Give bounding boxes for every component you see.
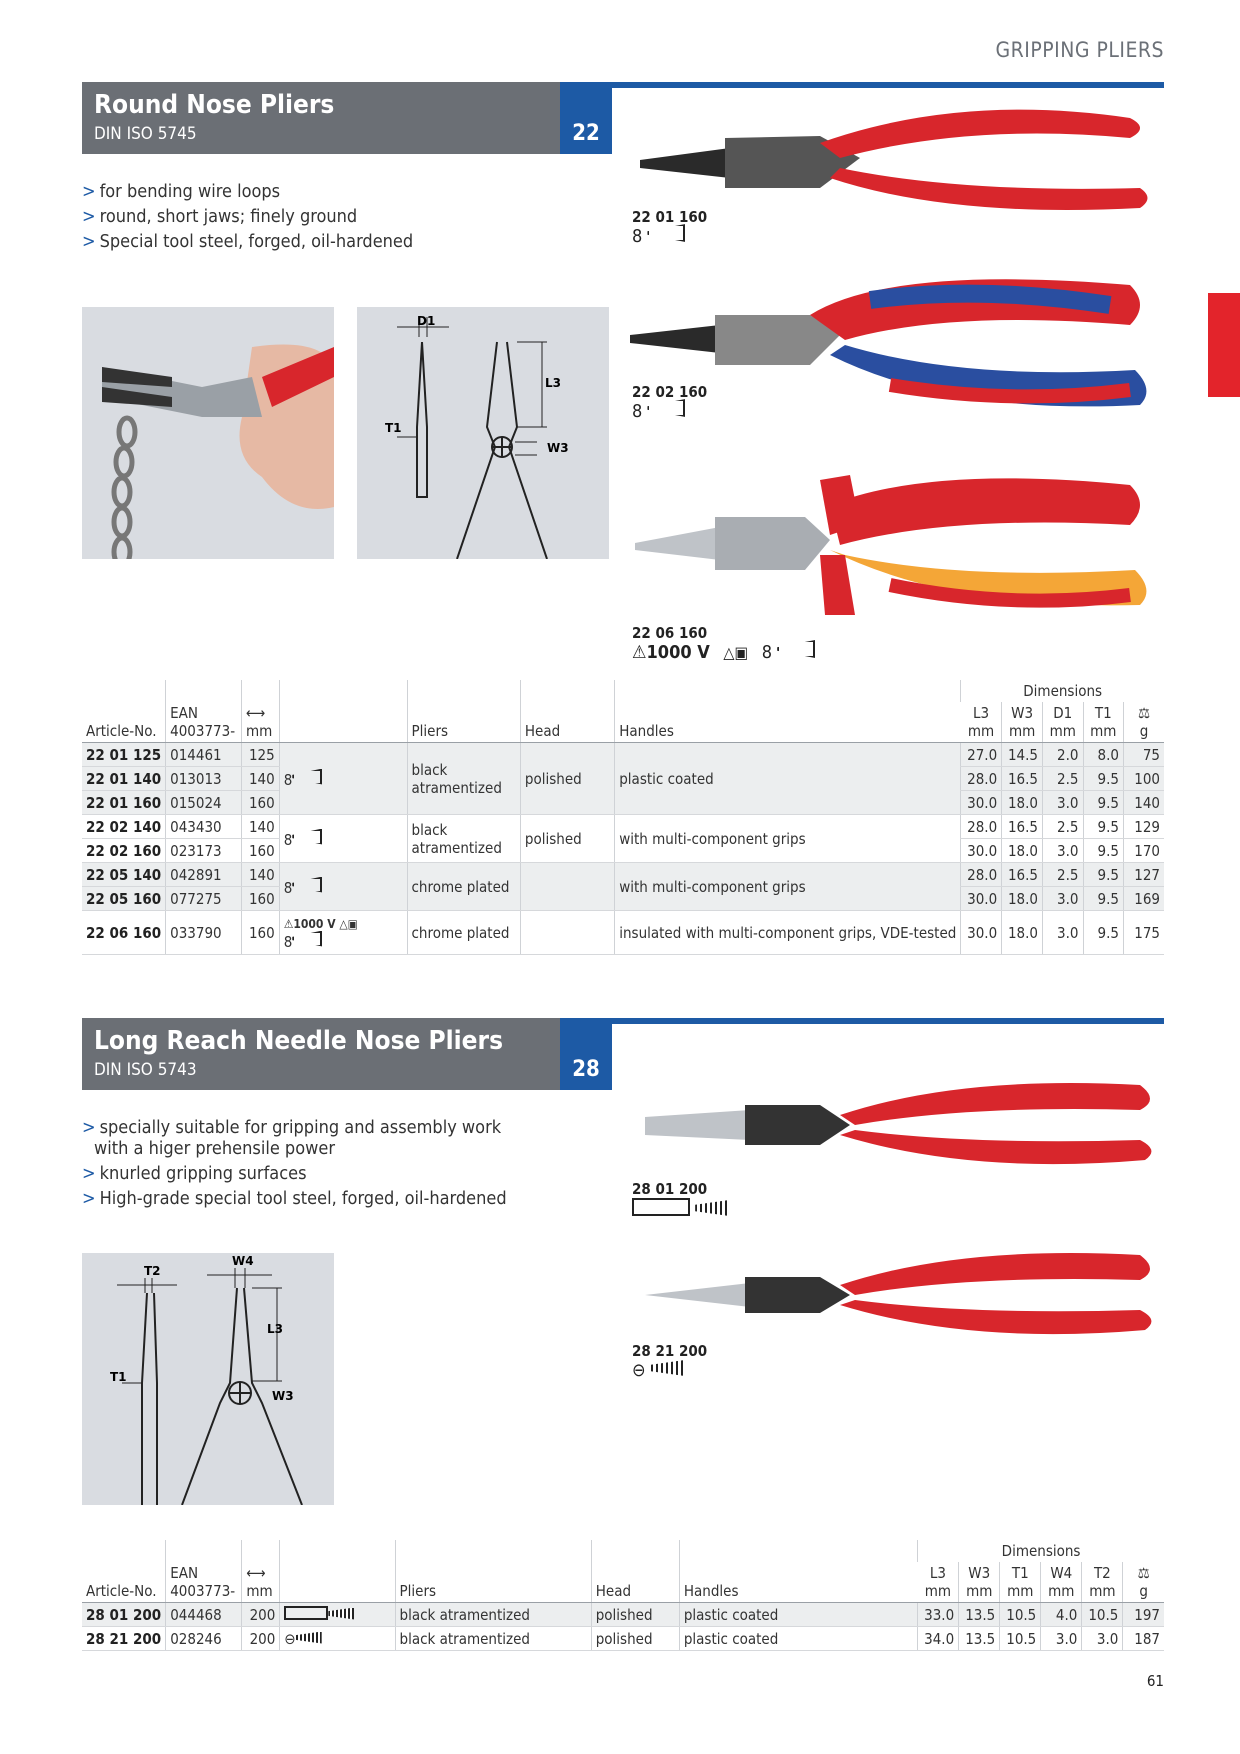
table-row: 22 02 140 043430 140 8 black atramentized polished with multi-component grips 28.0 16.5 2.5 9.5 129 [82, 815, 1164, 839]
insulation-triangle-icon: ⚠ [632, 642, 647, 663]
col-article: Article-No. [82, 680, 166, 743]
feature-item: > High-grade special tool steel, forged, oil-hardened [82, 1188, 507, 1209]
product-image-22-01-160 [630, 98, 1160, 228]
col-handles: Handles [615, 680, 961, 743]
round-nose-symbol: 8 [279, 863, 407, 911]
knurled-icon [695, 1200, 729, 1216]
dim-t2: T2 mm [1082, 1562, 1123, 1603]
spec-table [82, 680, 1164, 955]
col-head: Head [591, 1540, 679, 1603]
diagram-label-w3: W3 [547, 441, 569, 455]
product-image-28-21-200 [640, 1245, 1160, 1345]
round-knurled-symbol [632, 1360, 685, 1381]
feature-item: > round, short jaws; finely ground [82, 206, 358, 227]
round-nose-symbol: 8 [762, 642, 815, 663]
diagram-label-d1: D1 [417, 314, 436, 328]
table-row: 22 01 160 015024 160 30.0 18.0 3.0 9.5 140 [82, 791, 1164, 815]
dimension-diagram [357, 307, 609, 559]
certification-icon: △▣ [339, 916, 358, 931]
product-image-28-01-200 [640, 1075, 1160, 1175]
col-pliers: Pliers [407, 680, 520, 743]
dim-t1: T1 mm [1000, 1562, 1041, 1603]
knurled-icon [651, 1360, 685, 1376]
table-row: 28 21 200 028246 200 ⊖ black atramentized polished plastic coated 34.0 13.5 10.5 3.0 3.0 187 [82, 1627, 1164, 1651]
col-head: Head [520, 680, 614, 743]
feature-item: with a higer prehensile power [94, 1138, 335, 1159]
flat-knurled-symbol [632, 1198, 729, 1221]
section-standard: DIN ISO 5745 [94, 124, 197, 144]
round-nose-symbol: 8 [632, 224, 685, 247]
product-code: 22 06 160 [632, 624, 708, 642]
col-symbol [280, 1540, 395, 1603]
dimension-diagram [82, 1253, 334, 1505]
round-nose-symbol: 8 [279, 743, 407, 815]
product-code: 28 21 200 [632, 1342, 708, 1360]
col-length: ⟷ mm [242, 1540, 280, 1603]
product-image-22-06-160 [630, 465, 1160, 625]
scale-icon: ⚖ [1137, 1564, 1150, 1582]
vde-symbol: ⚠1000 V △▣ 8 [279, 911, 407, 955]
dim-d1: D1 mm [1043, 702, 1084, 743]
category-title: GRIPPING PLIERS [995, 38, 1164, 62]
voltage-label: 1000 V [646, 642, 710, 663]
section-rule [612, 82, 1164, 88]
section-rule [612, 1018, 1164, 1024]
scale-icon: ⚖ [1137, 704, 1151, 722]
table-row: 22 01 125 014461 125 8 black atramentized polished plastic coated 27.0 14.5 2.0 8.0 75 [82, 743, 1164, 767]
diagram-label-t1: T1 [385, 421, 402, 435]
section-title: Long Reach Needle Nose Pliers [94, 1026, 503, 1056]
insulation-triangle-icon: ⚠ [283, 916, 294, 931]
length-arrow-icon: ⟷ [245, 704, 266, 722]
length-arrow-icon: ⟷ [246, 1564, 266, 1582]
round-knurled-symbol: ⊖ [280, 1627, 395, 1651]
section-standard: DIN ISO 5743 [94, 1060, 197, 1080]
section-number: 28 [560, 1018, 612, 1090]
col-pliers: Pliers [395, 1540, 591, 1603]
product-code: 22 02 160 [632, 383, 708, 401]
section-header [82, 82, 560, 154]
flat-knurled-symbol [280, 1603, 395, 1627]
dim-l3: L3 mm [918, 1562, 959, 1603]
table-row: 28 01 200 044468 200 black atramentized polished plastic coated 33.0 13.5 10.5 4.0 10.5 197 [82, 1603, 1164, 1627]
feature-item: > Special tool steel, forged, oil-hardened [82, 231, 414, 252]
feature-item: > specially suitable for gripping and assembly work [82, 1117, 502, 1138]
section-header [82, 1018, 560, 1090]
col-handles: Handles [679, 1540, 917, 1603]
dim-w3: W3 mm [959, 1562, 1000, 1603]
dim-l3: L3 mm [961, 702, 1002, 743]
table-row: 22 01 140 013013 140 28.0 16.5 2.5 9.5 100 [82, 767, 1164, 791]
section-title: Round Nose Pliers [94, 90, 335, 120]
feature-item: > knurled gripping surfaces [82, 1163, 307, 1184]
table-row: 22 02 160 023173 160 30.0 18.0 3.0 9.5 170 [82, 839, 1164, 863]
dim-t1: T1 mm [1083, 702, 1124, 743]
col-length: ⟷ mm [241, 680, 279, 743]
product-image-22-02-160 [630, 265, 1160, 425]
spec-table [82, 1540, 1164, 1651]
diagram-label-l3: L3 [545, 376, 561, 390]
vde-symbol [632, 640, 815, 663]
usage-photo [82, 307, 334, 559]
col-dimensions: Dimensions [918, 1540, 1164, 1562]
section-number: 22 [560, 82, 612, 154]
dim-w4: W4 mm [1041, 1562, 1082, 1603]
col-article: Article-No. [82, 1540, 166, 1603]
diagram-label-w3: W3 [272, 1389, 294, 1403]
col-ean: EAN 4003773- [166, 1540, 242, 1603]
feature-list [82, 181, 413, 256]
flat-jaw-icon [632, 1198, 690, 1216]
section-tab-marker [1208, 293, 1240, 397]
feature-item: > for bending wire loops [82, 181, 281, 202]
dim-weight: ⚖ g [1123, 1562, 1164, 1603]
col-ean: EAN 4003773- [166, 680, 242, 743]
feature-list [82, 1117, 507, 1213]
table-row: 22 06 160 033790 160 ⚠1000 V △▣ 8 chrome plated insulated with multi-component grips, VDE-tested 30.0 18.0 3.0 9.5 175 [82, 911, 1164, 955]
col-symbol [279, 680, 407, 743]
diagram-label-t1: T1 [110, 1370, 127, 1384]
table-row: 22 05 160 077275 160 30.0 18.0 3.0 9.5 169 [82, 887, 1164, 911]
product-code: 28 01 200 [632, 1180, 708, 1198]
diagram-label-w4: W4 [232, 1254, 254, 1268]
dim-weight: ⚖ g [1124, 702, 1165, 743]
product-code: 22 01 160 [632, 208, 708, 226]
page-number: 61 [1146, 1672, 1164, 1690]
col-dimensions: Dimensions [961, 680, 1164, 702]
diagram-label-l3: L3 [267, 1322, 283, 1336]
round-nose-symbol: 8 [279, 815, 407, 863]
certification-icon: △▣ [723, 643, 749, 662]
diagram-label-t2: T2 [144, 1264, 161, 1278]
dim-w3: W3 mm [1002, 702, 1043, 743]
round-jaw-icon: ⊖ [632, 1360, 646, 1381]
table-row: 22 05 140 042891 140 8 chrome plated with multi-component grips 28.0 16.5 2.5 9.5 127 [82, 863, 1164, 887]
round-nose-symbol: 8 [632, 399, 685, 422]
